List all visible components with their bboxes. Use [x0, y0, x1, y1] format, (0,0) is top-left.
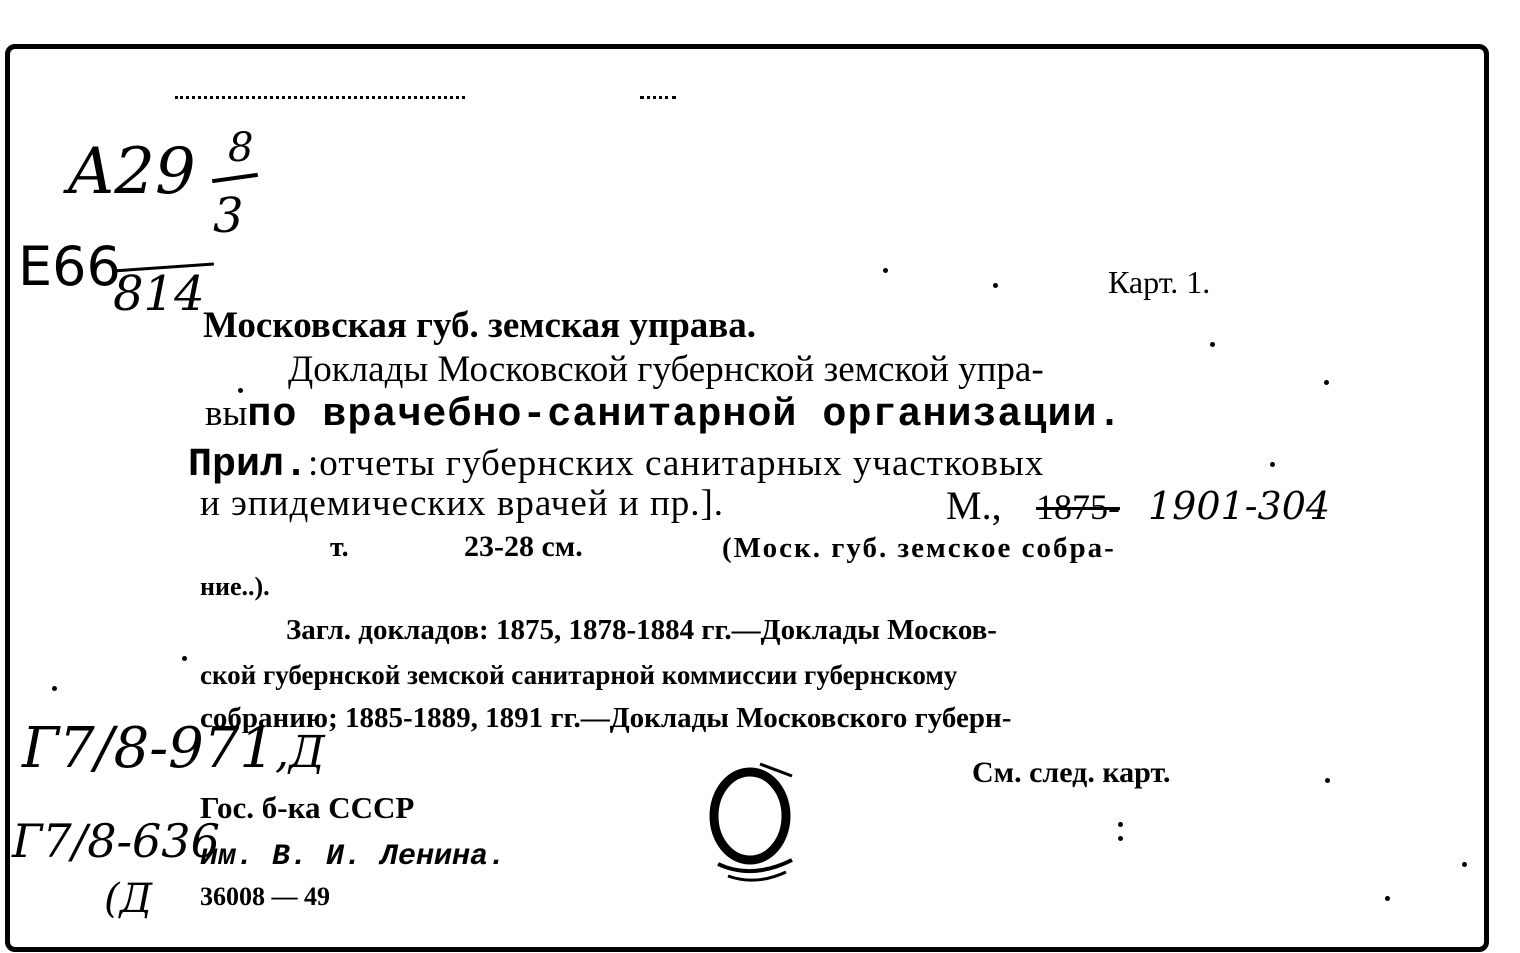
desc-series-end: ние..). [200, 572, 270, 601]
library-line-1: Гос. б-ка СССР [200, 790, 415, 825]
imprint-years: 1875- [1036, 487, 1120, 527]
speck [238, 388, 243, 393]
desc-size: 23-28 см. [464, 530, 583, 563]
speck [883, 268, 888, 273]
top-dotted-rule-short [640, 96, 676, 99]
handwritten-fraction-bottom: 3 [213, 188, 244, 244]
title-line-2 [205, 392, 1122, 438]
punched-hole-icon [700, 756, 812, 886]
typed-insert-stamp: по врачебно-санитарной организации. [247, 393, 1123, 438]
e-code-prefix: E66 [18, 235, 121, 298]
handwritten-mark-bottom: (Д [104, 876, 153, 922]
top-dotted-rule [175, 96, 465, 99]
e-code-number: 814 [113, 266, 205, 322]
desc-volumes: т. [330, 532, 349, 563]
speck [52, 686, 57, 691]
title-line-3-rest: :отчеты губернских санитарных участковых [308, 443, 1045, 484]
handwritten-shelf-mark: A29 [68, 135, 196, 209]
speck [1270, 462, 1275, 467]
note-line-2: ской губернской земской санитарной коммиссии губернскому [200, 660, 958, 690]
note-line-3: собранию; 1885-1889, 1891 гг.—Доклады Московского губерн- [200, 702, 1012, 734]
print-code: 36008 — 49 [200, 882, 330, 911]
imprint-place: М., [946, 483, 1002, 528]
author-heading: Московская губ. земская управа. [203, 305, 757, 346]
desc-series: (Моск. губ. земское собра- [722, 532, 1116, 564]
speck [182, 656, 187, 661]
handwritten-fraction-top: 8 [228, 125, 254, 171]
handwritten-call-number-1: Г7/8-971,Д [22, 716, 325, 781]
handwritten-call-number-2: Г7/8-636 [12, 814, 220, 868]
library-line-2: им. В. И. Ленина. [200, 840, 507, 874]
speck [1118, 822, 1123, 827]
speck [993, 283, 998, 288]
title-line-4: и эпидемических врачей и пр.]. [200, 483, 725, 524]
speck [1325, 778, 1330, 783]
speck [1324, 380, 1329, 385]
speck [1118, 836, 1123, 841]
title-line-2-prefix: вы [205, 393, 248, 434]
handwritten-year-addition: 1901-304 [1148, 484, 1331, 528]
typed-appendix-stamp: Прил. [188, 443, 309, 488]
handwritten-mark-1: ,Д [275, 727, 325, 778]
speck [1462, 862, 1467, 867]
speck [1385, 896, 1390, 901]
note-line-1: Загл. докладов: 1875, 1878-1884 гг.—Доклады Москов- [286, 614, 997, 646]
speck [1210, 342, 1215, 347]
card-number: Карт. 1. [1108, 264, 1211, 300]
see-next-card: См. след. карт. [972, 756, 1171, 789]
title-line-1: Доклады Московской губернской земской упра- [288, 349, 1044, 390]
